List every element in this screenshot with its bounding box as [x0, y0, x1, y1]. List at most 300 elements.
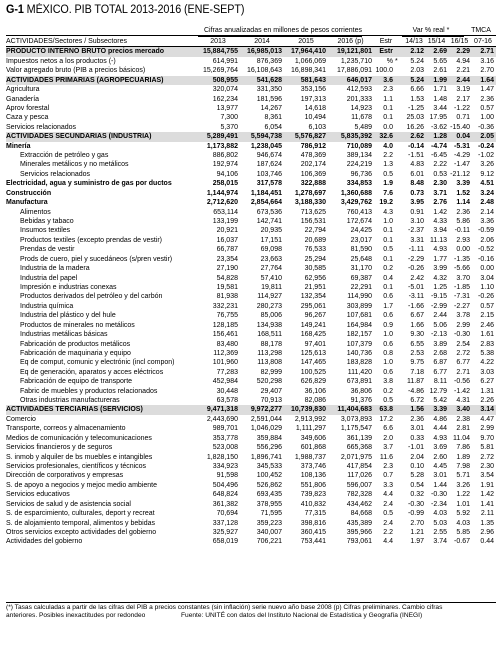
value-2013: 1,828,150	[206, 453, 238, 461]
row-label: Productos derivados del petróleo y del carbón	[20, 293, 163, 301]
tmca: 3.04	[480, 274, 494, 282]
var-16-15: -1.42	[454, 387, 470, 395]
value-2014: 526,862	[256, 481, 282, 489]
estr-pct: 0.0	[383, 123, 393, 131]
value-2016: 1,360,688	[340, 189, 372, 197]
footer-note: (*) Tasas calculadas a partir de las cifras del PIB a precios constantes (sin inflación) serie nuevo año base 2008 (p) Cifras preliminares. Cambio cifras	[6, 604, 443, 611]
value-2013: 989,701	[212, 425, 238, 433]
tmca: -0.52	[478, 246, 494, 254]
table-row	[6, 245, 496, 254]
row-label: Minerales metálicos y no metálicos	[20, 161, 129, 169]
value-2016: 5,489	[354, 123, 372, 131]
table-row	[6, 453, 496, 462]
row-label: Productos de minerales no metálicos	[20, 321, 135, 329]
flag	[395, 264, 403, 273]
value-2014: 181,596	[256, 95, 282, 103]
estr-pct: 63.8	[379, 406, 393, 414]
estr-pct: 0.2	[383, 265, 393, 273]
var-16-15: 3.39	[456, 180, 470, 188]
var-16-15: -15.40	[450, 123, 470, 131]
var-16-15: -0.30	[454, 331, 470, 339]
tmca: 1.31	[480, 387, 494, 395]
row-label: Industria de la madera	[20, 265, 90, 273]
tmca: -0.36	[478, 123, 494, 131]
value-2015: 132,354	[300, 293, 326, 301]
value-2015: 753,441	[300, 538, 326, 546]
value-2015: 82,086	[304, 397, 326, 405]
flag	[395, 424, 403, 433]
page-title	[6, 4, 244, 16]
var-16-15: -2.27	[454, 302, 470, 310]
value-2014: 1,046,029	[250, 425, 282, 433]
estr-pct: 32.6	[379, 133, 393, 141]
estr-pct: 0.5	[383, 397, 393, 405]
pib-table	[6, 37, 496, 547]
row-label: Medios de comunicación y telecomunicaciones	[6, 434, 152, 442]
table-row	[6, 537, 496, 546]
var-15-14: 2.60	[433, 453, 447, 461]
value-2016: 111,420	[347, 368, 372, 376]
table-row	[6, 189, 496, 198]
row-label: Fabricación de maquinaria y equipo	[20, 349, 131, 357]
var-15-14: 2.22	[433, 161, 447, 169]
tmca: 9.12	[480, 170, 494, 178]
estr-pct: 3.3	[383, 481, 393, 489]
var-16-15: 0.00	[456, 246, 470, 254]
estr-pct: 0.1	[383, 255, 393, 263]
value-2014: 103,746	[256, 170, 282, 178]
var-15-14: -6.45	[431, 152, 447, 160]
var-16-15: 7.98	[456, 462, 470, 470]
value-2016: 172,674	[346, 218, 372, 226]
flag	[395, 283, 403, 292]
value-2014: 71,595	[260, 510, 282, 518]
estr-pct: 1.9	[383, 180, 393, 188]
value-2013: 504,496	[212, 481, 238, 489]
col-header-2016: 2016 (p)	[337, 38, 364, 45]
value-2015: 30,585	[304, 265, 326, 273]
value-2015: 21,951	[304, 283, 326, 291]
row-label: Fabric de muebles y productos relacionados	[20, 387, 158, 395]
value-2014: 142,741	[256, 218, 282, 226]
value-2014: 14,267	[260, 104, 282, 112]
value-2014: 88,178	[260, 340, 282, 348]
table-row	[6, 462, 496, 471]
table-row	[6, 349, 496, 358]
value-2015: 713,625	[300, 208, 326, 216]
var-16-15: 5.85	[456, 528, 470, 536]
value-2015: 1,278,697	[294, 189, 326, 197]
value-2013: 325,927	[212, 528, 238, 536]
tmca: 9.70	[480, 434, 494, 442]
var-16-15: -7.31	[454, 293, 470, 301]
var-16-15: -5.66	[454, 265, 470, 273]
value-2014: 693,435	[256, 491, 282, 499]
value-2016: 182,157	[346, 331, 372, 339]
flag	[395, 292, 403, 301]
tmca: 5.38	[480, 349, 494, 357]
var-14-13: 2.12	[410, 48, 424, 56]
var-14-13: 0.33	[410, 434, 424, 442]
var-14-13: 1.56	[410, 406, 424, 414]
table-row	[6, 132, 496, 141]
var-14-13: -1.66	[408, 302, 424, 310]
value-2016: 760,413	[346, 208, 372, 216]
value-2016: 183,828	[346, 359, 372, 367]
var-15-14: 2.30	[433, 180, 447, 188]
table-row	[6, 95, 496, 104]
value-2013: 2,443,690	[206, 415, 238, 423]
table-row	[6, 509, 496, 518]
flag	[395, 302, 403, 311]
value-2013: 5,370	[220, 123, 238, 131]
row-label: Manufactura	[6, 199, 48, 207]
table-row	[6, 434, 496, 443]
value-2013: 653,114	[213, 208, 238, 216]
tmca: -1.02	[478, 152, 494, 160]
estr-pct: 4.4	[383, 491, 393, 499]
flag	[395, 66, 403, 75]
value-2013: 658,019	[212, 538, 238, 546]
var-14-13: -5.01	[408, 283, 424, 291]
tmca: 4.22	[480, 359, 494, 367]
var-15-14: -2.34	[431, 500, 447, 508]
var-14-13: -3.11	[408, 293, 424, 301]
table-row	[6, 198, 496, 207]
estr-pct: 2.2	[383, 528, 393, 536]
col-header-2013: 2013	[210, 38, 226, 45]
flag	[395, 226, 403, 235]
row-label: ACTIVIDADES SECUNDARIAS (INDUSTRIA)	[6, 133, 152, 141]
value-2015: 581,643	[300, 76, 326, 84]
table-row	[6, 160, 496, 169]
var-14-13: 5.28	[410, 472, 424, 480]
var-15-14: 12.79	[429, 387, 447, 395]
var-15-14: 2.44	[433, 312, 447, 320]
row-label: PRODUCTO INTERNO BRUTO precios mercado	[6, 48, 165, 56]
value-2013: 77,283	[216, 368, 238, 376]
var-15-14: 4.86	[433, 415, 447, 423]
var-15-14: 1.71	[433, 86, 447, 94]
value-2013: 614,991	[212, 57, 238, 65]
var-14-13: -0.26	[408, 265, 424, 273]
value-2015: 1,066,069	[294, 57, 326, 65]
row-label: Minería	[6, 142, 31, 150]
value-2014: 134,938	[256, 321, 282, 329]
flag	[395, 490, 403, 499]
value-2013: 27,190	[216, 265, 238, 273]
flag	[395, 76, 403, 85]
estr-pct: 0.6	[383, 293, 393, 301]
value-2015: 202,174	[300, 161, 326, 169]
row-label: Fabricación de productos metálicos	[20, 340, 131, 348]
value-2013: 7,300	[220, 114, 238, 122]
var-16-15: 2.44	[456, 76, 470, 84]
tmca: 1.00	[480, 114, 494, 122]
col-header-16-15: 16/15	[450, 38, 469, 45]
table-row	[6, 528, 496, 537]
var-14-13: 2.04	[410, 453, 424, 461]
title-code: G-1	[6, 4, 24, 16]
value-2015: 97,401	[304, 340, 326, 348]
table-row	[6, 377, 496, 386]
tmca: 0.00	[480, 265, 494, 273]
var-16-15: 2.17	[456, 95, 470, 103]
value-2014: 1,238,045	[250, 142, 282, 150]
value-2014: 187,624	[256, 161, 282, 169]
var-16-15: 2.38	[456, 415, 470, 423]
flag	[395, 179, 403, 188]
var-16-15: 3.19	[456, 86, 470, 94]
value-2015: 156,531	[300, 218, 326, 226]
row-label: Servicios relacionados	[20, 170, 91, 178]
value-2015: 77,315	[304, 510, 326, 518]
value-2016: 107,379	[346, 340, 372, 348]
value-2015: 322,888	[300, 180, 326, 188]
tmca: 3.03	[480, 368, 494, 376]
flag	[395, 405, 403, 414]
tmca: 3.24	[480, 189, 494, 197]
tmca: 2.15	[480, 312, 494, 320]
flag	[395, 151, 403, 160]
estr-pct: 6.6	[383, 425, 393, 433]
var-16-15: 1.52	[456, 189, 470, 197]
var-15-14: 3.99	[433, 265, 447, 273]
table-header-row	[6, 37, 496, 47]
row-label: Electricidad, agua y suministro de gas por ductos	[6, 180, 172, 188]
var-16-15: -1.22	[454, 104, 470, 112]
value-2015: 147,465	[300, 359, 326, 367]
value-2015: 3,188,330	[294, 199, 326, 207]
var-14-13: 0.91	[410, 208, 424, 216]
var-15-14: 3.44	[433, 104, 447, 112]
estr-pct: 0.6	[383, 368, 393, 376]
var-14-13: 25.03	[406, 114, 424, 122]
table-row	[6, 142, 496, 151]
table-row	[6, 255, 496, 264]
var-15-14: -3.62	[431, 123, 447, 131]
row-label: Bebidas y tabaco	[20, 218, 74, 226]
var-14-13: 0.32	[410, 491, 424, 499]
estr-pct: 3.7	[383, 444, 393, 452]
col-header-07-16: 07-16	[474, 38, 492, 45]
row-label: Comercio	[6, 415, 36, 423]
var-16-15: 5.71	[456, 472, 470, 480]
value-2014: 29,407	[260, 387, 282, 395]
value-2015: 1,988,737	[294, 453, 326, 461]
var-16-15: -0.11	[454, 227, 470, 235]
tmca: 2.36	[480, 95, 494, 103]
value-2013: 1,144,974	[206, 189, 238, 197]
estr-pct: 0.5	[383, 170, 393, 178]
row-label: Industria del plástico y del hule	[20, 312, 116, 320]
value-2015: 5,576,827	[294, 133, 326, 141]
row-label: Alimentos	[20, 208, 51, 216]
value-2014: 1,184,451	[250, 189, 282, 197]
tmca: -0.59	[478, 227, 494, 235]
flag	[395, 311, 403, 320]
col-header-activity: ACTIVIDADES/Sectores / Subsectores	[6, 38, 127, 45]
value-2014: 85,006	[260, 312, 282, 320]
estr-pct: 1.0	[383, 331, 393, 339]
footer-line2	[6, 612, 496, 620]
var-15-14: 2.55	[433, 528, 447, 536]
header-group-cifras: Cifras anualizadas en millones de pesos corrientes	[204, 27, 362, 34]
value-2014: 520,298	[256, 378, 282, 386]
estr-pct: 100.0	[375, 67, 393, 75]
var-15-14: -4.74	[431, 142, 447, 150]
tmca: 1.35	[480, 519, 494, 527]
value-2013: 9,471,318	[206, 406, 238, 414]
estr-pct: 0.8	[383, 349, 393, 357]
value-2016: 23,017	[350, 236, 372, 244]
var-15-14: -2.13	[431, 331, 447, 339]
value-2016: 3,073,893	[340, 415, 372, 423]
value-2015: 6,103	[308, 123, 326, 131]
estr-pct: 1.0	[383, 359, 393, 367]
var-16-15: -1.35	[454, 255, 470, 263]
value-2015: 20,689	[304, 236, 326, 244]
tmca: 3.54	[480, 472, 494, 480]
var-16-15: 3.70	[456, 274, 470, 282]
var-15-14: 4.45	[433, 462, 447, 470]
value-2013: 30,448	[216, 387, 238, 395]
var-14-13: 6.66	[410, 86, 424, 94]
estr-pct: 2.4	[383, 519, 393, 527]
tmca: 2.14	[480, 208, 494, 216]
table-row	[6, 170, 496, 179]
value-2016: 24,425	[350, 227, 372, 235]
estr-pct: 0.1	[383, 236, 393, 244]
value-2016: 201,333	[346, 95, 372, 103]
var-14-13: 6.01	[410, 170, 424, 178]
value-2016: 117,026	[347, 472, 372, 480]
var-15-14: 2.69	[433, 48, 447, 56]
var-16-15: 4.94	[456, 57, 470, 65]
value-2013: 332,231	[212, 302, 238, 310]
flag	[395, 330, 403, 339]
row-label: Industria química	[20, 302, 74, 310]
flag	[395, 471, 403, 480]
var-16-15: 3.26	[456, 481, 470, 489]
flag	[395, 189, 403, 198]
var-14-13: 7.18	[410, 368, 424, 376]
tmca: 1.64	[480, 76, 494, 84]
estr-pct: 2.4	[383, 500, 393, 508]
value-2016: 14,923	[350, 104, 372, 112]
value-2015: 76,533	[304, 246, 326, 254]
var-16-15: 6.77	[456, 359, 470, 367]
var-15-14: 4.03	[433, 510, 447, 518]
var-15-14: 3.01	[433, 472, 447, 480]
var-15-14: 4.44	[433, 425, 447, 433]
var-14-13: -0.14	[408, 142, 424, 150]
flag	[395, 396, 403, 405]
estr-pct: 19.2	[379, 199, 393, 207]
tmca: 3.36	[480, 218, 494, 226]
var-15-14: 3.71	[433, 189, 447, 197]
value-2014: 100,452	[256, 472, 282, 480]
value-2014: 82,999	[260, 368, 282, 376]
tmca: 2.70	[480, 67, 494, 75]
row-label: Productos textiles (excepto prendas de vestir)	[20, 236, 163, 244]
var-14-13: 2.36	[410, 415, 424, 423]
table-row	[6, 321, 496, 330]
value-2014: 16,985,013	[246, 48, 282, 56]
value-2013: 1,173,882	[206, 142, 238, 150]
row-label: Actividades del gobierno	[6, 538, 83, 546]
row-label: Fabricación de equipo de transporte	[20, 378, 133, 386]
value-2016: 782,328	[346, 491, 372, 499]
estr-pct: 0.4	[383, 274, 393, 282]
value-2015: 106,369	[300, 170, 326, 178]
value-2014: 57,410	[260, 274, 282, 282]
value-2014: 114,927	[257, 293, 282, 301]
estr-pct: 1.0	[383, 218, 393, 226]
var-15-14: 2.61	[433, 67, 447, 75]
tmca: 2.11	[480, 510, 494, 518]
var-16-15: 2.36	[456, 208, 470, 216]
var-14-13: 2.42	[410, 274, 424, 282]
value-2013: 361,382	[212, 500, 238, 508]
header-group-var: Var % real *	[412, 27, 450, 34]
var-16-15: 3.78	[456, 312, 470, 320]
flag	[395, 245, 403, 254]
flag	[395, 368, 403, 377]
value-2016: 69,387	[350, 274, 372, 282]
var-15-14: 1.25	[433, 283, 447, 291]
tmca: 1.42	[480, 491, 494, 499]
flag	[395, 123, 403, 132]
tmca: 3.14	[480, 406, 494, 414]
var-15-14: 2.76	[433, 199, 447, 207]
flag	[395, 509, 403, 518]
estr-pct: 0.2	[383, 387, 393, 395]
var-15-14: 1.44	[433, 481, 447, 489]
value-2013: 81,938	[216, 293, 238, 301]
header-group-tmca: TMCA	[471, 27, 491, 34]
value-2015: 62,956	[304, 274, 326, 282]
var-15-14: 3.74	[433, 538, 447, 546]
var-14-13: 4.83	[410, 161, 424, 169]
value-2014: 70,913	[260, 397, 282, 405]
row-label: Aprov forestal	[6, 104, 50, 112]
value-2013: 83,480	[216, 340, 238, 348]
var-14-13: -1.11	[408, 246, 424, 254]
value-2015: 349,606	[300, 434, 326, 442]
var-14-13: 1.97	[410, 538, 424, 546]
row-label: Insumos textiles	[20, 227, 71, 235]
var-14-13: 6.72	[410, 397, 424, 405]
value-2014: 5,594,738	[250, 133, 282, 141]
flag	[395, 349, 403, 358]
value-2013: 508,955	[212, 76, 238, 84]
value-2015: 410,832	[300, 500, 326, 508]
table-bottom-rule	[6, 602, 496, 603]
value-2016: 334,853	[346, 180, 372, 188]
value-2016: 84,668	[350, 510, 372, 518]
estr-pct: 2.2	[383, 152, 393, 160]
flag	[395, 453, 403, 462]
value-2013: 112,369	[213, 349, 238, 357]
flag	[395, 132, 403, 141]
col-header-14-13: 14/13	[405, 38, 423, 45]
value-2013: 76,755	[216, 312, 238, 320]
value-2015: 10,494	[304, 114, 326, 122]
value-2013: 54,828	[216, 274, 238, 282]
row-label: S. inmob y alquiler de bs muebles e intangibles	[6, 453, 153, 461]
flag	[395, 519, 403, 528]
